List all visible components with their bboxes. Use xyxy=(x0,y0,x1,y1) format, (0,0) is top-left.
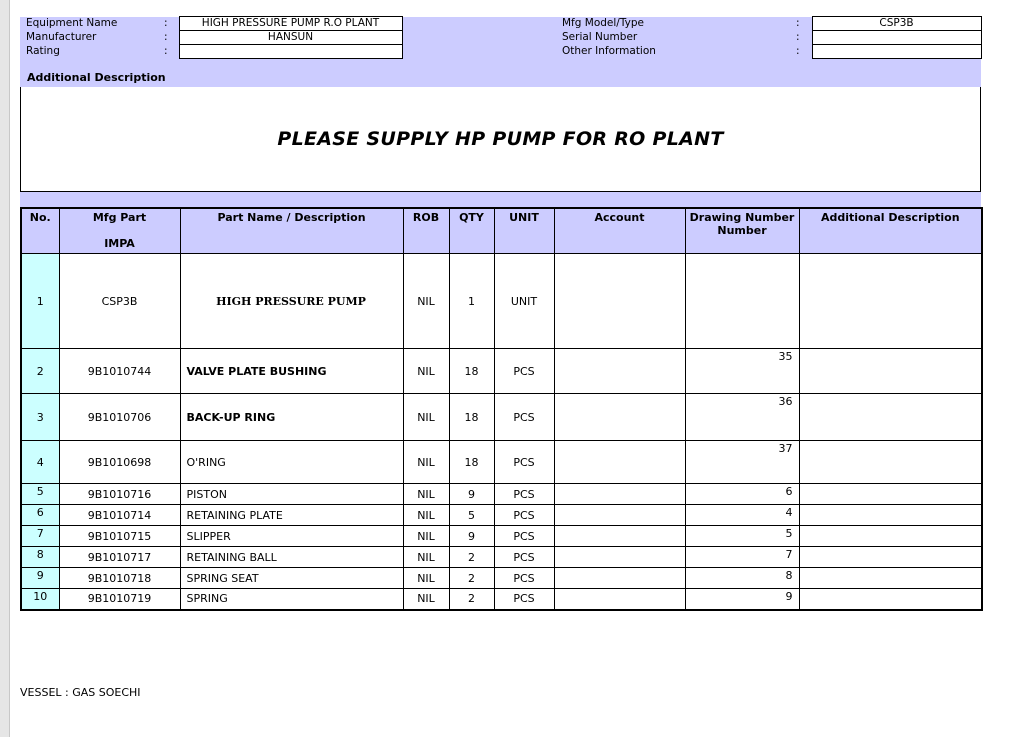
col-rob: ROB xyxy=(403,208,449,254)
mfg-model-value: CSP3B xyxy=(812,17,981,31)
row-account xyxy=(554,589,685,610)
row-drawing-number: 4 xyxy=(685,505,799,526)
col-qty: QTY xyxy=(449,208,494,254)
row-account xyxy=(554,254,685,349)
row-account xyxy=(554,547,685,568)
table-row xyxy=(21,526,982,547)
row-unit: PCS xyxy=(494,568,554,589)
table-row xyxy=(21,441,982,484)
row-mfg-part: 9B1010698 xyxy=(59,441,180,484)
row-additional-description xyxy=(799,505,982,526)
additional-description-box xyxy=(20,87,981,192)
table-row xyxy=(21,254,982,349)
table-row xyxy=(21,484,982,505)
row-no: 4 xyxy=(21,441,59,484)
row-qty: 5 xyxy=(449,505,494,526)
row-drawing-number: 5 xyxy=(685,526,799,547)
row-part-name: RETAINING BALL xyxy=(180,547,403,568)
row-drawing-number xyxy=(685,254,799,349)
row-part-name: SLIPPER xyxy=(180,526,403,547)
row-unit: PCS xyxy=(494,484,554,505)
row-additional-description xyxy=(799,254,982,349)
row-mfg-part: 9B1010706 xyxy=(59,394,180,441)
row-drawing-number: 9 xyxy=(685,589,799,610)
row-rob: NIL xyxy=(403,349,449,394)
row-additional-description xyxy=(799,526,982,547)
row-drawing-number: 8 xyxy=(685,568,799,589)
colon: : xyxy=(153,17,179,31)
colon: : xyxy=(153,31,179,45)
row-additional-description xyxy=(799,394,982,441)
row-no: 5 xyxy=(21,484,59,505)
row-mfg-part: 9B1010718 xyxy=(59,568,180,589)
table-row xyxy=(21,394,982,441)
table-row xyxy=(21,505,982,526)
row-no: 2 xyxy=(21,349,59,394)
col-part-name: Part Name / Description xyxy=(180,208,403,254)
row-qty: 18 xyxy=(449,394,494,441)
section-spacer xyxy=(20,192,981,207)
row-qty: 2 xyxy=(449,589,494,610)
col-impa-label: IMPA xyxy=(104,237,135,250)
row-unit: PCS xyxy=(494,547,554,568)
col-account: Account xyxy=(554,208,685,254)
row-qty: 18 xyxy=(449,441,494,484)
colon: : xyxy=(784,45,812,59)
row-additional-description xyxy=(799,568,982,589)
row-account xyxy=(554,526,685,547)
row-no: 6 xyxy=(21,505,59,526)
row-no: 10 xyxy=(21,589,59,610)
row-part-name: BACK-UP RING xyxy=(180,394,403,441)
col-no: No. xyxy=(21,208,59,254)
row-part-name: VALVE PLATE BUSHING xyxy=(180,349,403,394)
row-unit: PCS xyxy=(494,441,554,484)
row-unit: PCS xyxy=(494,526,554,547)
col-unit: UNIT xyxy=(494,208,554,254)
row-mfg-part: 9B1010717 xyxy=(59,547,180,568)
row-drawing-number: 35 xyxy=(685,349,799,394)
row-no: 3 xyxy=(21,394,59,441)
row-additional-description xyxy=(799,589,982,610)
row-account xyxy=(554,505,685,526)
row-qty: 2 xyxy=(449,547,494,568)
colon: : xyxy=(784,31,812,45)
mfg-model-label: Mfg Model/Type xyxy=(556,17,784,31)
rating-value xyxy=(179,45,402,59)
col-additional-description: Additional Description xyxy=(799,208,982,254)
row-no: 1 xyxy=(21,254,59,349)
row-unit: PCS xyxy=(494,589,554,610)
row-qty: 18 xyxy=(449,349,494,394)
row-drawing-number: 36 xyxy=(685,394,799,441)
row-rob: NIL xyxy=(403,254,449,349)
table-row xyxy=(21,349,982,394)
row-rob: NIL xyxy=(403,505,449,526)
col-mfg-part xyxy=(59,208,180,254)
row-account xyxy=(554,484,685,505)
equipment-name-label: Equipment Name xyxy=(20,17,153,31)
other-information-label: Other Information xyxy=(556,45,784,59)
col-mfg-part-label: Mfg Part xyxy=(92,211,147,224)
row-part-name: SPRING SEAT xyxy=(180,568,403,589)
row-rob: NIL xyxy=(403,394,449,441)
row-no: 9 xyxy=(21,568,59,589)
equipment-name-value: HIGH PRESSURE PUMP R.O PLANT xyxy=(179,17,402,31)
rating-label: Rating xyxy=(20,45,153,59)
row-mfg-part: 9B1010719 xyxy=(59,589,180,610)
row-part-name: O'RING xyxy=(180,441,403,484)
row-rob: NIL xyxy=(403,589,449,610)
requisition-form xyxy=(20,16,981,611)
additional-description-header xyxy=(20,59,981,87)
row-account xyxy=(554,568,685,589)
row-unit: PCS xyxy=(494,394,554,441)
equipment-info-table xyxy=(20,16,982,59)
manufacturer-label: Manufacturer xyxy=(20,31,153,45)
row-rob: NIL xyxy=(403,484,449,505)
table-row xyxy=(21,568,982,589)
parts-table xyxy=(20,207,983,611)
row-part-name: PISTON xyxy=(180,484,403,505)
row-no: 7 xyxy=(21,526,59,547)
row-account xyxy=(554,349,685,394)
manufacturer-value: HANSUN xyxy=(179,31,402,45)
row-drawing-number: 7 xyxy=(685,547,799,568)
row-additional-description xyxy=(799,349,982,394)
other-information-value xyxy=(812,45,981,59)
row-additional-description xyxy=(799,547,982,568)
row-mfg-part: 9B1010716 xyxy=(59,484,180,505)
table-row xyxy=(21,589,982,610)
colon: : xyxy=(153,45,179,59)
row-additional-description xyxy=(799,484,982,505)
row-part-name: RETAINING PLATE xyxy=(180,505,403,526)
row-account xyxy=(554,394,685,441)
row-mfg-part: 9B1010744 xyxy=(59,349,180,394)
row-qty: 9 xyxy=(449,484,494,505)
window-left-edge xyxy=(0,0,10,737)
table-row xyxy=(21,547,982,568)
row-unit: UNIT xyxy=(494,254,554,349)
row-rob: NIL xyxy=(403,547,449,568)
row-qty: 1 xyxy=(449,254,494,349)
row-part-name: HIGH PRESSURE PUMP xyxy=(180,254,403,349)
vessel-name: VESSEL : GAS SOECHI xyxy=(20,686,141,699)
row-mfg-part: 9B1010714 xyxy=(59,505,180,526)
row-mfg-part: CSP3B xyxy=(59,254,180,349)
row-additional-description xyxy=(799,441,982,484)
row-drawing-number: 37 xyxy=(685,441,799,484)
row-mfg-part: 9B1010715 xyxy=(59,526,180,547)
additional-description-text: PLEASE SUPPLY HP PUMP FOR RO PLANT xyxy=(277,128,724,150)
row-part-name: SPRING xyxy=(180,589,403,610)
parts-table-header xyxy=(21,208,982,254)
col-drawing-number: Drawing Number Number xyxy=(685,208,799,254)
row-rob: NIL xyxy=(403,526,449,547)
row-qty: 9 xyxy=(449,526,494,547)
row-no: 8 xyxy=(21,547,59,568)
additional-description-label: Additional Description xyxy=(27,71,166,84)
serial-number-label: Serial Number xyxy=(556,31,784,45)
colon: : xyxy=(784,17,812,31)
row-rob: NIL xyxy=(403,441,449,484)
serial-number-value xyxy=(812,31,981,45)
row-rob: NIL xyxy=(403,568,449,589)
row-unit: PCS xyxy=(494,349,554,394)
row-drawing-number: 6 xyxy=(685,484,799,505)
row-unit: PCS xyxy=(494,505,554,526)
row-qty: 2 xyxy=(449,568,494,589)
row-account xyxy=(554,441,685,484)
